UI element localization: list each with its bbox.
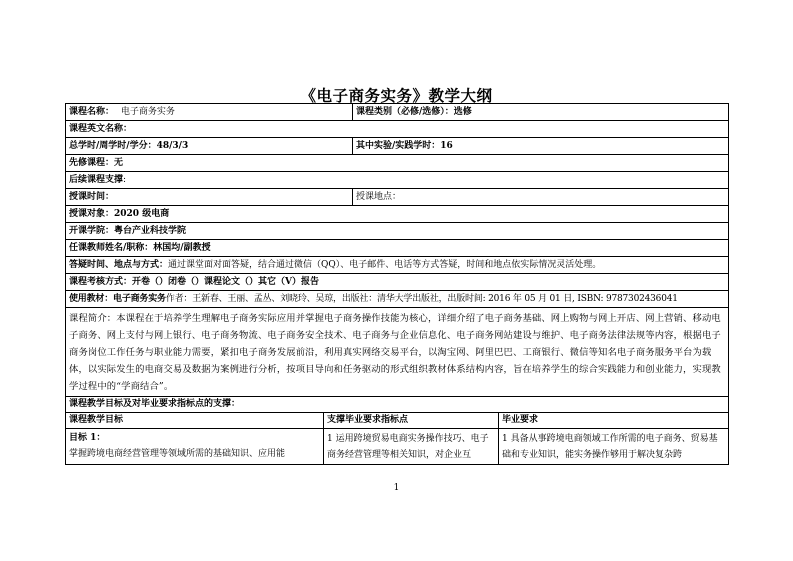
qa-label: 答疑时间、地点与方式： <box>69 259 169 270</box>
textbook-title: 电子商务实务 <box>113 293 166 304</box>
lab-hours-label: 其中实验/实践学时： <box>356 140 441 151</box>
objective-row-1 <box>66 429 729 465</box>
hours-label: 总学时/周学时/学分： <box>69 140 157 151</box>
prerequisite-row <box>66 155 729 172</box>
course-category-label: 课程类别（必修/选修）： <box>356 106 454 117</box>
qa-value: 通过课堂面对面答疑，结合通过微信（QQ）、电子邮件、电话等方式答疑，时间和地点依实际情况灵活处理。 <box>168 259 602 270</box>
hours-row <box>66 138 729 155</box>
followup-label: 后续课程支撑 <box>69 174 124 185</box>
page-number: 1 <box>393 483 400 493</box>
followup-colon: : <box>123 174 127 185</box>
time-place-row <box>66 189 729 206</box>
goal-title: 目标 1： <box>69 433 106 443</box>
course-name-label: 课程名称： <box>69 106 115 117</box>
syllabus-table <box>65 103 729 465</box>
page-title: 《电子商务实务》教学大纲 <box>300 86 493 105</box>
course-name-value: 电子商务实务 <box>120 106 175 117</box>
assessment-value: 开卷（）闭卷（）课程论文（）其它（V）报告 <box>132 276 319 287</box>
course-category-value: 选修 <box>453 106 472 117</box>
college-row <box>66 223 729 240</box>
teacher-value: 林国均/副教授 <box>153 242 211 253</box>
textbook-label: 使用教材： <box>69 293 114 304</box>
header-indicator: 支撑毕业要求指标点 <box>324 413 499 429</box>
audience-label: 授课对象： <box>69 208 115 219</box>
qa-row <box>66 257 729 274</box>
teacher-row <box>66 240 729 257</box>
place-label: 授课地点： <box>356 191 402 202</box>
audience-row <box>66 206 729 223</box>
assessment-label: 课程考核方式： <box>69 276 133 287</box>
textbook-row <box>66 291 729 308</box>
college-value: 粤台产业科技学院 <box>114 225 187 236</box>
prerequisite-label: 先修课程： <box>69 157 115 168</box>
textbook-details: 作者：王新春、王丽、孟丛、刘晓玲、吴琼，出版社：清华大学出版社，出版时间: 2016 年 05 月 01 日, ISBN: 9787302436041 <box>165 293 678 304</box>
course-intro: 课程简介：本课程在于培养学生理解电子商务实际应用并掌握电子商务操作技能为核心，详细介绍了电子商务基础、网上购物与网上开店、网上营销、移动电子商务、网上支付与网上银行、电子商务物流、电子商务安全技术、电子商务与企业信息化、电子商务网站建设与维护、电子商务法律法规等内容，根据电子商务岗位工作任务与职业能力需要，紧扣电子商务发展前沿，利用真实网络交易平台，以淘宝网、阿里巴巴、工商银行、微信等知名电子商务服务平台为载体，以实际发生的电商交易及数据为案例进行分析，按项目导向和任务驱动的形式组织教材体系结构内容，旨在培养学生的综合实践能力和创业能力，实现教学过程中的“学商结合”。 <box>66 308 729 397</box>
objectives-header-row <box>66 413 729 429</box>
course-name-row <box>66 104 729 121</box>
header-requirement: 毕业要求 <box>499 413 729 429</box>
assessment-row <box>66 274 729 291</box>
english-name-label: 课程英文名称： <box>69 123 133 134</box>
indicator-text: 1 运用跨境贸易电商实务操作技巧、电子商务经营管理等相关知识，对企业互 <box>324 429 499 465</box>
lab-hours-value: 16 <box>440 140 453 151</box>
teacher-label: 任课教师姓名/职称： <box>69 242 154 253</box>
audience-value: 2020 级电商 <box>114 208 170 219</box>
objectives-section-label: 课程教学目标及对毕业要求指标点的支撑： <box>69 399 241 410</box>
requirement-text: 1 具备从事跨境电商领域工作所需的电子商务、贸易基础和专业知识，能实务操作够用于解决复杂跨 <box>499 429 729 465</box>
followup-row <box>66 172 729 189</box>
college-label: 开课学院： <box>69 225 115 236</box>
english-name-row <box>66 121 729 138</box>
header-goal: 课程教学目标 <box>66 413 324 429</box>
intro-row <box>66 308 729 397</box>
prerequisite-value: 无 <box>114 157 124 168</box>
hours-value: 48/3/3 <box>156 140 189 151</box>
objectives-section-row <box>66 397 729 413</box>
goal-text: 掌握跨境电商经营管理等领域所需的基础知识、应用能 <box>69 449 286 459</box>
time-label: 授课时间： <box>69 191 115 202</box>
